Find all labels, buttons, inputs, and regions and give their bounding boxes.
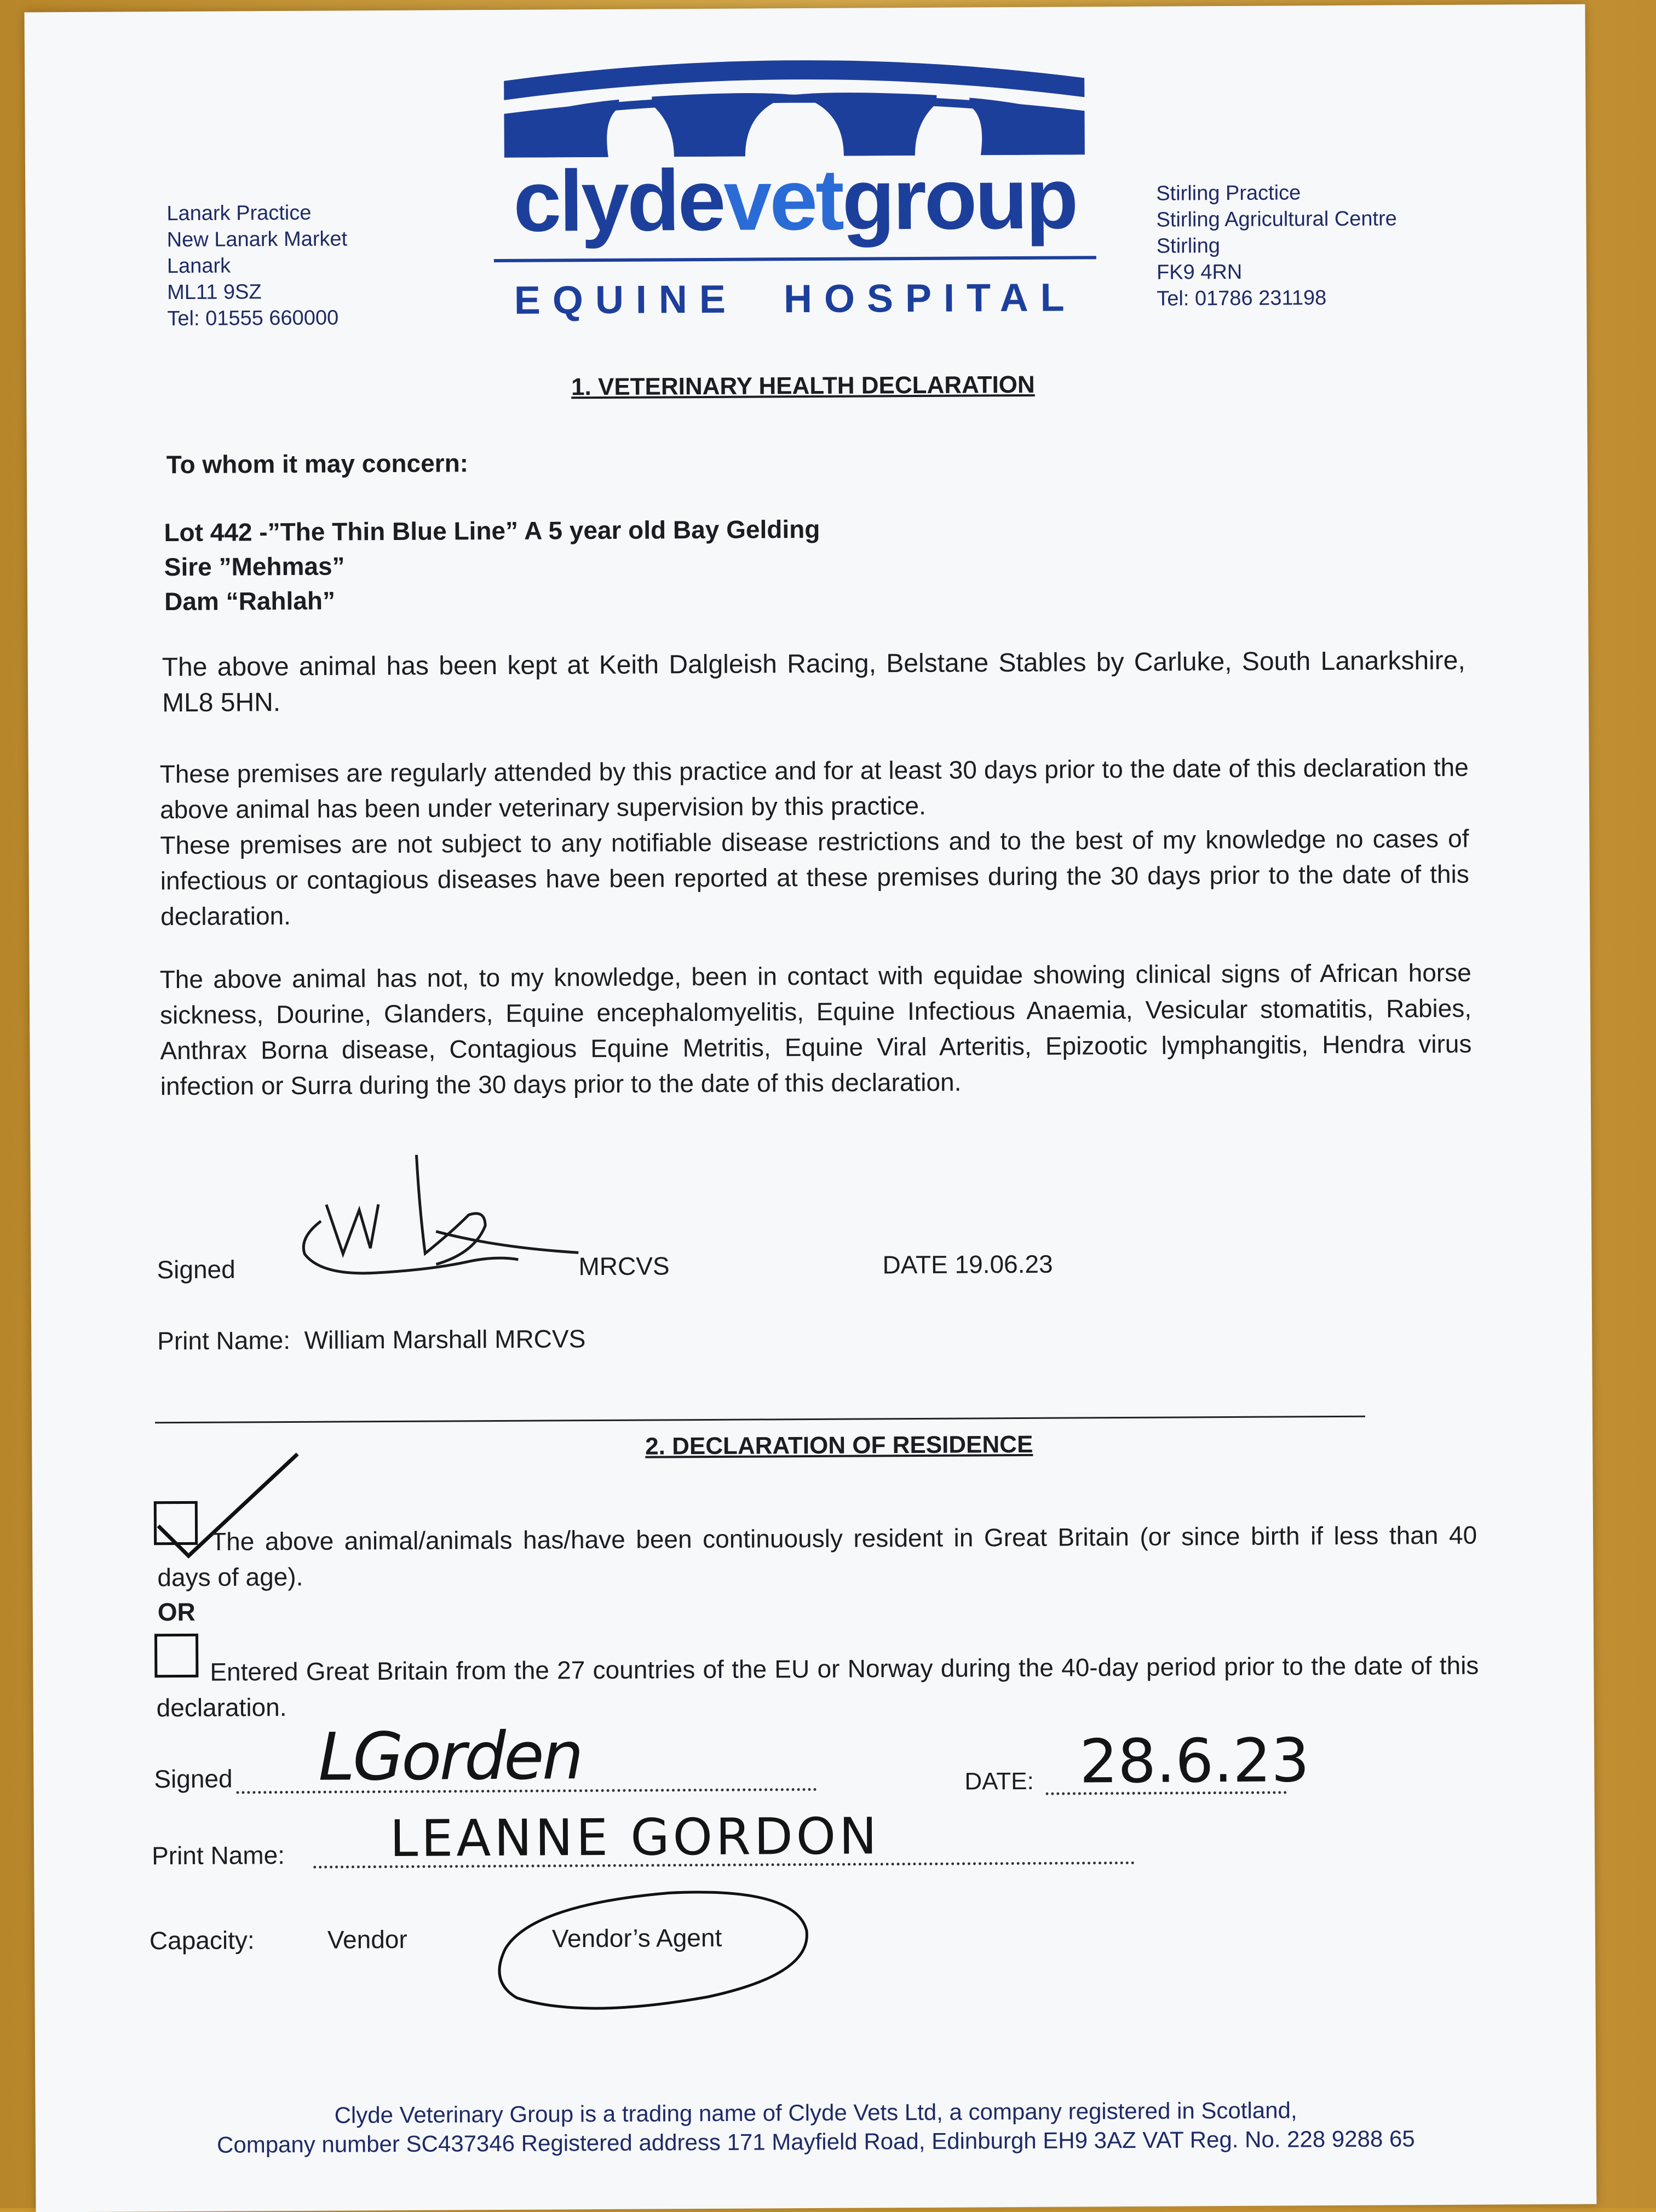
supervision-paragraph xyxy=(160,750,1470,935)
vet-signature-icon xyxy=(288,1143,595,1287)
capacity-vendor[interactable]: Vendor xyxy=(327,1924,407,1954)
address-line: Stirling Practice xyxy=(1156,181,1301,205)
resident-option-text: The above animal/animals has/have been continuously resident in Great Britain (or since birth if less than 40 days of age). xyxy=(157,1520,1477,1592)
address-line: Lanark Practice xyxy=(166,201,312,226)
section1-heading: 1. VETERINARY HEALTH DECLARATION xyxy=(571,371,1035,401)
capacity-label: Capacity: xyxy=(149,1926,255,1955)
address-line: Tel: 01786 231198 xyxy=(1157,286,1327,311)
capacity-vendors-agent[interactable]: Vendor’s Agent xyxy=(551,1923,722,1953)
disease-contact-paragraph: The above animal has not, to my knowledge, been in contact with equidae showing clinical signs of African horse sickness, Dourine, Glanders, Equine encephalomyelitis, Equine Infectious Anaemia, Vesicular stomatitis, Rabies, Anthrax Borna disease, Contagious Equine Metritis, Equine Viral Arteritis, Epizootic lymphangitis, Hendra virus infection or Surra during the 30 days prior to the date of this declaration. xyxy=(159,958,1472,1101)
or-label: OR xyxy=(157,1597,196,1627)
bridge-logo-icon xyxy=(493,45,1096,158)
lanark-practice-address xyxy=(166,199,348,332)
logo-divider xyxy=(494,256,1096,262)
address-line: Tel: 01555 660000 xyxy=(167,306,339,331)
address-line: Stirling xyxy=(1156,234,1221,258)
vet-signed-label: Signed xyxy=(157,1255,235,1284)
logo-word-vet: vet xyxy=(723,151,843,249)
address-line: ML11 9SZ xyxy=(167,280,262,304)
logo-word-group: group xyxy=(842,150,1077,248)
logo-word-clyde: clyde xyxy=(513,152,724,250)
address-line: FK9 4RN xyxy=(1156,260,1243,284)
agent-date-label: DATE: xyxy=(964,1767,1034,1795)
agent-signed-label: Signed xyxy=(154,1764,233,1794)
logo-wordmark xyxy=(493,152,1096,248)
selection-circle-icon xyxy=(488,1881,818,2020)
premises-paragraph: The above animal has been kept at Keith Dalgleish Racing, Belstane Stables by Carluke, South Lanarkshire, ML8 5HN. xyxy=(162,646,1465,718)
restrictions-text: These premises are not subject to any notifiable disease restrictions and to the best of my knowledge no cases of infectious or contagious diseases have been reported at these premises during the 30 days prior to the date of this declaration. xyxy=(160,824,1469,931)
agent-date-value: 28.6.23 xyxy=(1079,1725,1310,1797)
agent-print-label: Print Name: xyxy=(151,1841,285,1870)
dam-line: Dam “Rahlah” xyxy=(164,586,336,616)
entered-eu-option-text: Entered Great Britain from the 27 countries of the EU or Norway during the 40-day period prior to the date of this declaration. xyxy=(156,1651,1479,1722)
section2-heading: 2. DECLARATION OF RESIDENCE xyxy=(645,1430,1033,1460)
address-line: Stirling Agricultural Centre xyxy=(1156,207,1397,232)
mrcvs-label: MRCVS xyxy=(578,1251,670,1281)
address-line: Lanark xyxy=(166,254,231,278)
salutation: To whom it may concern: xyxy=(166,449,469,479)
sire-line: Sire ”Mehmas” xyxy=(164,551,345,582)
declaration-document xyxy=(25,4,1597,2212)
address-line: New Lanark Market xyxy=(166,227,348,252)
lot-line: Lot 442 -”The Thin Blue Line” A 5 year old Bay Gelding xyxy=(164,514,820,547)
horse-details xyxy=(164,512,820,619)
agent-signature: LGorden xyxy=(318,1718,582,1796)
logo-subtitle: EQUINE HOSPITAL xyxy=(514,275,1077,323)
agent-print-value: LEANNE GORDON xyxy=(389,1807,881,1869)
vet-print-name: Print Name: William Marshall MRCVS xyxy=(157,1324,586,1355)
footer-line-2: Company number SC437346 Registered address 171 Mayfield Road, Edinburgh EH9 3AZ VAT Reg. No. 228 9288 65 xyxy=(216,2125,1415,2158)
section-divider xyxy=(155,1416,1365,1424)
footer-line-1: Clyde Veterinary Group is a trading name of Clyde Vets Ltd, a company registered in Scotland, xyxy=(334,2097,1297,2128)
stirling-practice-address xyxy=(1156,179,1398,312)
vet-declaration-date: DATE 19.06.23 xyxy=(882,1249,1053,1279)
supervision-text: These premises are regularly attended by this practice and for at least 30 days prior to the date of this declaration the above animal has been under veterinary supervision by this practice. xyxy=(159,752,1469,824)
